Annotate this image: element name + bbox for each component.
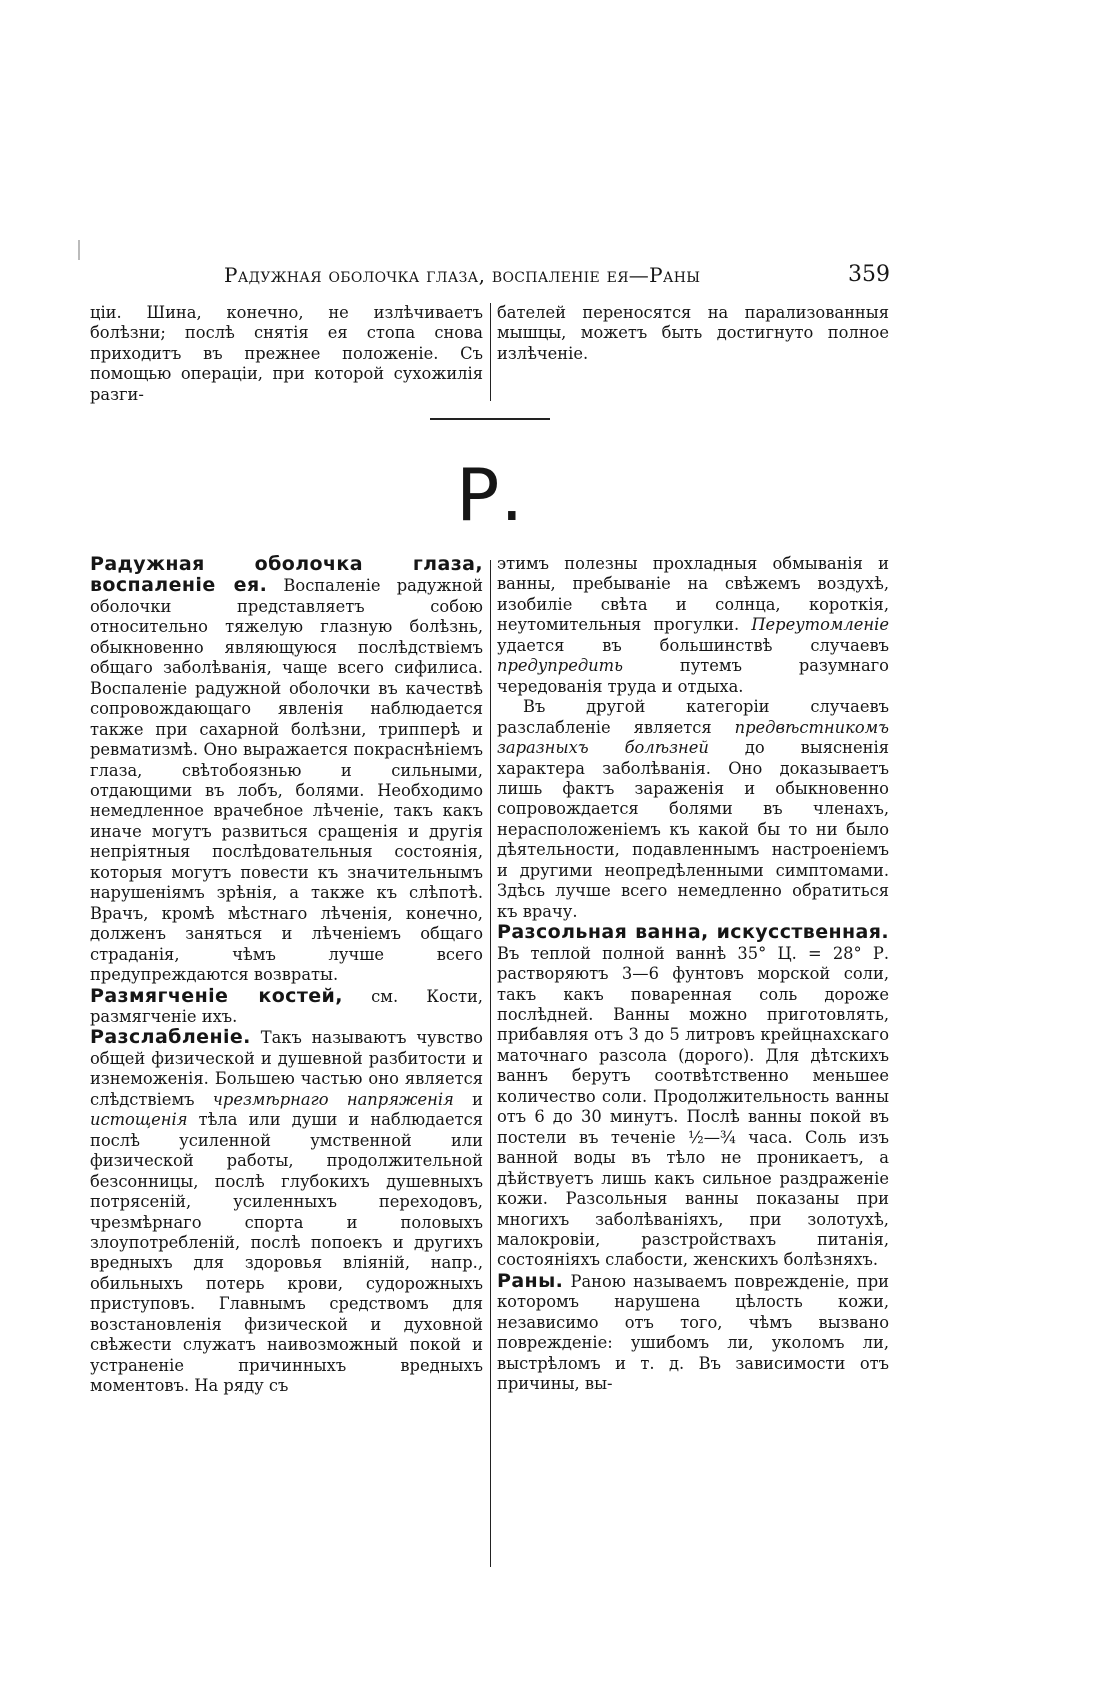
carryover-right-column — [497, 303, 889, 364]
headword-rasslablenie: Разслабленіе. — [90, 1026, 251, 1049]
entry-text-rasslablenie-3: тѣла или души и наблюдается послѣ усиленной умственной или физической работы, продолжительной безсонницы, послѣ глубокихъ душевныхъ потрясеній, усиленныхъ переходовъ, чрезмѣрнаго спорта и половыхъ злоупотребленій, послѣ попоекъ и другихъ вредныхъ для здоровья вліяній, напр., обильныхъ потерь крови, судорожныхъ приступовъ. Главнымъ средствомъ для возстановленія физической и духовной свѣжести служатъ наивозможный покой и устраненіе причинныхъ вредныхъ моментовъ. На ряду съ — [90, 1110, 483, 1396]
running-head-title: Радужная оболочка глаза, воспаленіе ея—Раны — [224, 263, 701, 287]
entry-text-rany: Раною называемъ поврежденіе, при которомъ нарушена цѣлость кожи, независимо отъ того, чѣмъ вызвано поврежденіе: ушибомъ ли, уколомъ ли, выстрѣломъ и т. д. Въ зависимости отъ причины, вы- — [497, 1271, 889, 1394]
emphasis-pereutomlenie: Переутомленіе — [751, 615, 889, 635]
main-right-column — [497, 554, 889, 1395]
entry-rany — [497, 1271, 889, 1395]
page-number: 359 — [848, 262, 890, 287]
headword-razmyagchenie: Размягченіе костей, — [90, 984, 343, 1007]
emphasis-predvestnikom: предвѣстникомъ заразныхъ болѣзней — [497, 717, 889, 758]
entry-rasslablenie-continued — [497, 554, 889, 697]
scan-mark — [78, 240, 80, 260]
carryover-left-column — [90, 303, 483, 405]
entry-rasslablenie-paragraph-2 — [497, 697, 889, 922]
entry-razmyagchenie — [90, 986, 483, 1028]
entry-text-rasslablenie-1: Такъ называютъ чувство общей физической и душевной разбитости и изнеможенія. Большею частью оно является слѣдствіемъ — [90, 1028, 483, 1109]
headword-rany: Раны. — [497, 1269, 564, 1292]
emphasis-predupredit: предупредить — [497, 656, 623, 676]
section-rule — [430, 418, 550, 420]
entry-text-rassolnaya: Въ теплой полной ваннѣ 35° Ц. = 28° Р. растворяютъ 3—6 фунтовъ морской соли, такъ какъ поваренная соль дороже послѣдней. Ванны можно приготовлять, прибавляя отъ 3 до 5 литровъ крейцнахскаго маточнаго разсола (дорого). Для дѣтскихъ ваннъ берутъ соотвѣтственно меньшее количество соли. Продолжительность ванны отъ 6 до 30 минутъ. Послѣ ванны покой въ постели въ теченіе ½—¾ часа. Соль изъ ванной воды въ тѣло не проникаетъ, а дѣйствуетъ лишь какъ сильное раздраженіе кожи. Разсольныя ванны показаны при многихъ заболѣваніяхъ, при золотухѣ, малокровіи, разстройствахъ питанія, состояніяхъ слабости, женскихъ болѣзняхъ. — [497, 943, 889, 1270]
carryover-left-text: ціи. Шина, конечно, не излѣчиваетъ болѣзни; послѣ снятія ея стопа снова приходитъ въ прежнее положеніе. Съ помощью операціи, при которой сухожилія разги- — [90, 303, 483, 404]
cont-text-1: этимъ полезны прохладныя обмыванія и ванны, пребываніе на свѣжемъ воздухѣ, изобиліе свѣта и солнца, короткія, неутомительныя прогулки. — [497, 554, 889, 635]
entry-text-razmyagchenie: см. Кости, размягченіе ихъ. — [90, 986, 483, 1026]
cont-text-2: удается въ большинствѣ случаевъ — [497, 635, 889, 655]
column-divider-main — [490, 560, 491, 1567]
para2-text-2: до выясненія характера заболѣванія. Оно доказываетъ лишь фактъ зараженія и обыкновенно сопровождается болями въ членахъ, нерасположеніемъ къ какой бы то ни было дѣятельности, подавленнымъ настроеніемъ и другими неопредѣленными симптомами. Здѣсь лучше всего немедленно обратиться къ врачу. — [497, 738, 889, 921]
carryover-right-text: бателей переносятся на парализованныя мышцы, можетъ быть достигнуто полное излѣченіе. — [497, 303, 889, 363]
entry-text-raduzhnaya: Воспаленіе радужной оболочки представляетъ собою относительно тяжелую глазную болѣзнь, обыкновенно являющуюся послѣдствіемъ общаго заболѣванія, чаще всего сифилиса. Воспаленіе радужной оболочки въ качествѣ сопровождающаго явленія наблюдается также при сахарной болѣзни, трипперѣ и ревматизмѣ. Оно выражается покраснѣніемъ глаза, свѣтобоязнью и сильными, отдающими въ лобъ, болями. Необходимо немедленное врачебное лѣченіе, такъ какъ иначе могутъ развиться сращенія и другія непріятныя послѣдовательныя состоянія, которыя могутъ повести къ значительнымъ нарушеніямъ зрѣнія, а также къ слѣпотѣ. Врачъ, кромѣ мѣстнаго лѣченія, конечно, долженъ заняться и лѣченіемъ общаго страданія, чѣмъ лучше всего предупреждаются возвраты. — [90, 576, 483, 985]
headword-raduzhnaya: Радужная оболочка глаза, воспаленіе ея. — [90, 553, 483, 597]
emphasis-istoshcheniya: истощенія — [90, 1110, 188, 1130]
entry-rasslablenie — [90, 1027, 483, 1396]
entry-raduzhnaya — [90, 554, 483, 986]
para2-text-1: Въ другой категоріи случаевъ разслабленіе является — [497, 697, 889, 737]
entry-rassolnaya — [497, 922, 889, 1271]
headword-rassolnaya: Разсольная ванна, искусственная. — [497, 921, 889, 944]
cont-text-3: путемъ разумнаго чередованія труда и отдыха. — [497, 656, 889, 696]
entry-text-rasslablenie-2: и — [472, 1089, 483, 1109]
main-left-column — [90, 554, 483, 1397]
emphasis-napryazheniya: чрезмѣрнаго напряженія — [212, 1089, 454, 1109]
column-divider-top — [490, 303, 491, 401]
section-letter: Р. — [456, 453, 525, 537]
